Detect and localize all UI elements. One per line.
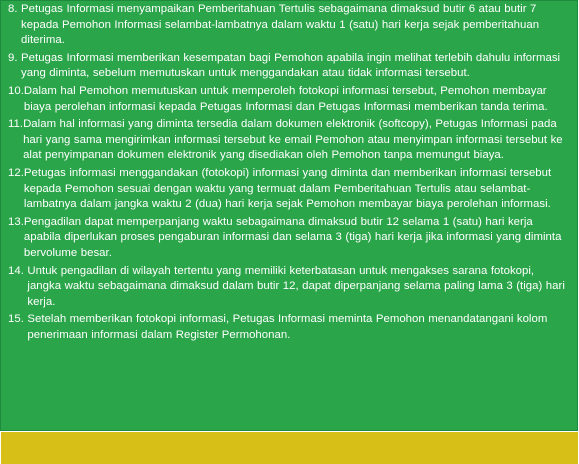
item-text: Petugas Informasi menyampaikan Pemberitahuan Tertulis sebagaimana dimaksud butir 6 atau butir 7 kepada Pemohon Informasi selambat-lambatnya dalam waktu 1 (satu) hari kerja sejak pemberitahuan diterima. bbox=[21, 3, 540, 47]
item-text: Pengadilan dapat memperpanjang waktu sebagaimana dimaksud butir 12 selama 1 (satu) hari kerja apabila diperlukan proses pengaburan informasi dan selama 3 (tiga) hari kerja jika informasi yang diminta bervolume besar. bbox=[23, 215, 562, 259]
footer-accent-bar bbox=[1, 432, 578, 464]
procedure-item-13 bbox=[8, 215, 571, 262]
procedure-item-12 bbox=[8, 166, 571, 213]
item-text: Petugas Informasi memberikan kesempatan bagi Pemohon apabila ingin melihat terlebih dahulu informasi yang diminta, sebelum memutuskan untuk menggandakan atau tidak informasi tersebut. bbox=[21, 51, 561, 80]
procedure-item-11 bbox=[8, 117, 571, 164]
procedure-item-8 bbox=[8, 2, 571, 49]
item-text: Petugas informasi menggandakan (fotokopi) informasi yang diminta dan memberikan informasi tersebut kepada Pemohon sesuai dengan waktu yang termuat dalam Pemberitahuan Tertulis atau selambat-lambatnya dalam jangka waktu 2 (dua) hari kerja sejak Pemohon membayar biaya perolehan informasi. bbox=[23, 166, 552, 211]
item-number: 12. bbox=[8, 166, 24, 179]
item-number: 11. bbox=[8, 118, 24, 131]
item-number: 9. bbox=[8, 51, 18, 64]
item-text: Setelah memberikan fotokopi informasi, Petugas Informasi meminta Pemohon menandatangani kolom penerimaan informasi dalam Register Permohonan. bbox=[27, 313, 548, 341]
procedure-item-15 bbox=[8, 312, 571, 343]
item-text: Dalam hal Pemohon memutuskan untuk memperoleh fotokopi informasi tersebut, Pemohon membayar biaya perolehan informasi kepada Petugas Informasi dan Petugas Informasi memberikan tanda terima. bbox=[23, 84, 548, 113]
procedure-item-14 bbox=[8, 264, 571, 311]
item-number: 15. bbox=[8, 313, 24, 326]
item-number: 13. bbox=[8, 215, 24, 228]
procedure-item-9 bbox=[8, 51, 571, 82]
procedure-list bbox=[8, 2, 571, 343]
item-text: Untuk pengadilan di wilayah tertentu yang memiliki keterbatasan untuk mengakses sarana fotokopi, jangka waktu sebagaimana dimaksud dalam butir 12, dapat diperpanjang selama paling lama 3 (tiga) hari kerja. bbox=[27, 264, 565, 308]
item-text: Dalam hal informasi yang diminta tersedia dalam dokumen elektronik (softcopy), Petugas Informasi pada hari yang sama mengirimkan informasi tersebut ke email Pemohon atau menyimpan informasi tersebut ke alat penyimpanan dokumen elektronik yang disediakan oleh Pemohon tanpa memungut biaya. bbox=[23, 118, 563, 162]
item-number: 10. bbox=[8, 84, 24, 97]
procedure-item-10 bbox=[8, 84, 571, 115]
item-number: 14. bbox=[8, 264, 24, 277]
item-number: 8. bbox=[8, 3, 18, 15]
